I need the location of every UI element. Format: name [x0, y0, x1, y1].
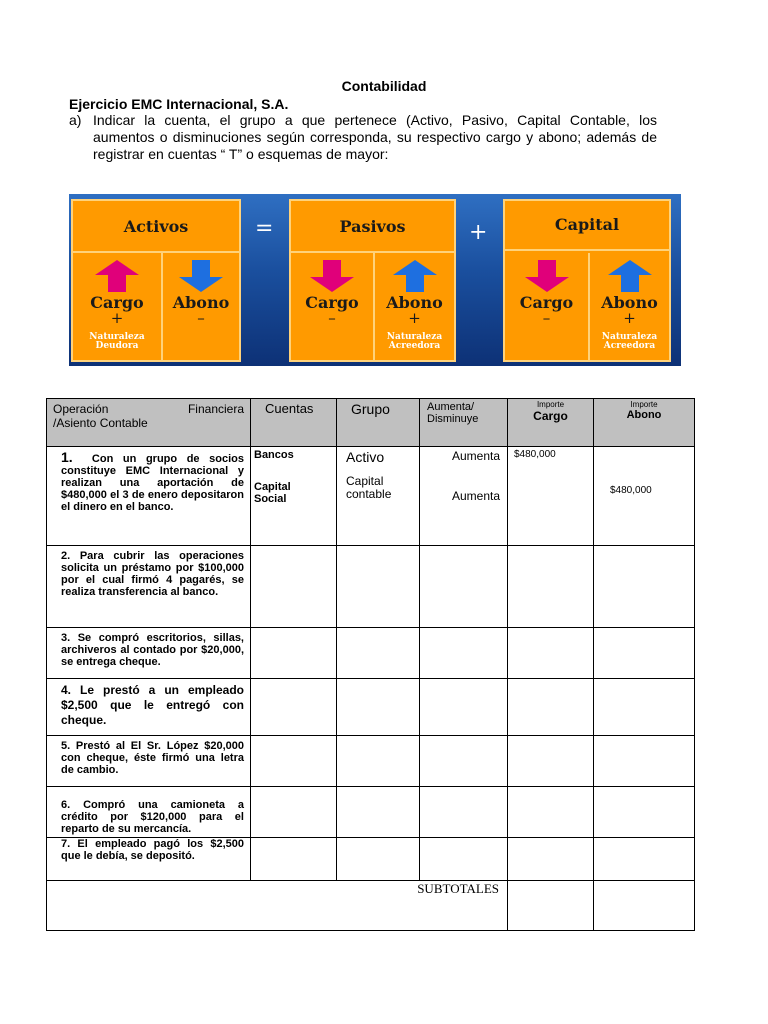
up-arrow-icon [392, 259, 438, 293]
table-row [47, 679, 695, 736]
aumenta-cell [420, 787, 508, 838]
abono-cell [373, 253, 454, 360]
grupo-cell [337, 546, 420, 628]
grupo-cell [337, 838, 420, 881]
importe-cargo-cell [508, 838, 594, 881]
importe-cargo-cell [508, 679, 594, 736]
aumenta-cell [420, 736, 508, 787]
importe-abono-cell [594, 736, 695, 787]
group-title: Pasivos [291, 201, 454, 253]
subtotales-label: SUBTOTALES [47, 881, 508, 931]
aumenta-cell [420, 628, 508, 679]
importe-abono-cell: $480,000 [594, 447, 695, 546]
subtotal-abono-cell [594, 881, 695, 931]
cuentas-cell [251, 628, 337, 679]
cargo-cell [505, 253, 588, 360]
naturaleza-label: Naturaleza Deudora [89, 332, 145, 351]
group-activos [71, 199, 241, 362]
abono-cell [161, 253, 239, 360]
importe-cargo-cell [508, 787, 594, 838]
abono-cell [588, 253, 669, 360]
group-title: Activos [73, 201, 239, 253]
header-grupo: Grupo [337, 399, 420, 447]
header-aumenta: Aumenta/ Disminuye [420, 399, 508, 447]
operation-3: 3. Se compró escritorios, sillas, archiveros al contado por $20,000, se entrega cheque. [47, 628, 251, 679]
importe-abono-cell [594, 838, 695, 881]
group-capital [503, 199, 671, 362]
operation-6: 6. Compró una camioneta a crédito por $120,000 para el reparto de su mercancía. [47, 787, 251, 838]
abono-label: Abono [172, 293, 230, 312]
abono-label: Abono [386, 293, 443, 312]
importe-abono-cell [594, 679, 695, 736]
group-pasivos [289, 199, 456, 362]
plus-sign: + [469, 220, 488, 245]
up-arrow-icon [607, 259, 653, 293]
cargo-sign: – [328, 309, 336, 327]
aumenta-cell [420, 546, 508, 628]
importe-abono-cell [594, 628, 695, 679]
up-arrow-icon [94, 259, 140, 293]
importe-cargo-cell [508, 628, 594, 679]
abono-label: Abono [601, 293, 658, 312]
cuentas-cell [251, 679, 337, 736]
cargo-cell [73, 253, 161, 360]
cuentas-cell: Bancos Capital Social [251, 447, 337, 546]
cuentas-cell [251, 787, 337, 838]
table-header-row [47, 399, 695, 447]
cuentas-cell [251, 838, 337, 881]
table-row [47, 838, 695, 881]
instruction-text: Indicar la cuenta, el grupo a que pertenece (Activo, Pasivo, Capital Contable, los aumentos o disminuciones según corresponda, su respectivo cargo y abono; además de registrar en cuentas “ T” o esquemas de mayor: [93, 112, 657, 162]
cargo-label: Cargo [90, 293, 144, 312]
cargo-label: Cargo [305, 293, 359, 312]
table-row [47, 736, 695, 787]
accounting-equation-diagram [69, 194, 681, 366]
page-title: Contabilidad [341, 78, 427, 94]
grupo-cell [337, 736, 420, 787]
importe-cargo-cell [508, 546, 594, 628]
operation-5: 5. Prestó al El Sr. López $20,000 con cheque, éste firmó una letra de cambio. [47, 736, 251, 787]
cargo-label: Cargo [519, 293, 574, 312]
subtotal-cargo-cell [508, 881, 594, 931]
aumenta-cell: Aumenta Aumenta [420, 447, 508, 546]
table-row [47, 546, 695, 628]
operation-2: 2. Para cubrir las operaciones solicita un préstamo por $100,000 por el cual firmó 4 pagarés, se realiza transferencia al banco. [47, 546, 251, 628]
table-row [47, 628, 695, 679]
header-importe-cargo: Importe Cargo [508, 399, 594, 447]
importe-abono-cell [594, 787, 695, 838]
cuentas-cell [251, 546, 337, 628]
exercise-subtitle: Ejercicio EMC Internacional, S.A. [69, 96, 289, 112]
subtotals-row [47, 881, 695, 931]
equals-sign: = [255, 216, 274, 241]
grupo-cell [337, 679, 420, 736]
cargo-sign: – [542, 309, 551, 327]
operation-1: 1. Con un grupo de socios constituye EMC Internacional y realizan una aportación de $480,000 el 3 de enero depositaron el dinero en el banco. [47, 447, 251, 546]
operations-table [46, 398, 695, 931]
down-arrow-icon [178, 259, 224, 293]
instruction [69, 112, 657, 163]
importe-cargo-cell: $480,000 [508, 447, 594, 546]
naturaleza-label: Naturaleza Acreedora [386, 332, 443, 351]
cargo-sign: + [110, 309, 124, 327]
grupo-cell [337, 787, 420, 838]
abono-sign: + [623, 309, 636, 327]
aumenta-cell [420, 679, 508, 736]
table-row [47, 787, 695, 838]
down-arrow-icon [309, 259, 355, 293]
cargo-cell [291, 253, 373, 360]
header-cuentas: Cuentas [251, 399, 337, 447]
group-title: Capital [505, 201, 669, 251]
header-operacion: Operación Financiera /Asiento Contable [47, 399, 251, 447]
operation-7: 7. El empleado pagó los $2,500 que le debía, se depositó. [47, 838, 251, 881]
grupo-cell [337, 628, 420, 679]
importe-abono-cell [594, 546, 695, 628]
abono-sign: + [408, 309, 421, 327]
down-arrow-icon [524, 259, 570, 293]
cuentas-cell [251, 736, 337, 787]
aumenta-cell [420, 838, 508, 881]
abono-sign: – [197, 309, 205, 327]
instruction-label: a) [69, 112, 82, 128]
importe-cargo-cell [508, 736, 594, 787]
operation-4: 4. Le prestó a un empleado $2,500 que le entregó con cheque. [47, 679, 251, 736]
table-row [47, 447, 695, 546]
naturaleza-label: Naturaleza Acreedora [601, 332, 658, 351]
header-importe-abono: Importe Abono [594, 399, 695, 447]
grupo-cell: Activo Capital contable [337, 447, 420, 546]
